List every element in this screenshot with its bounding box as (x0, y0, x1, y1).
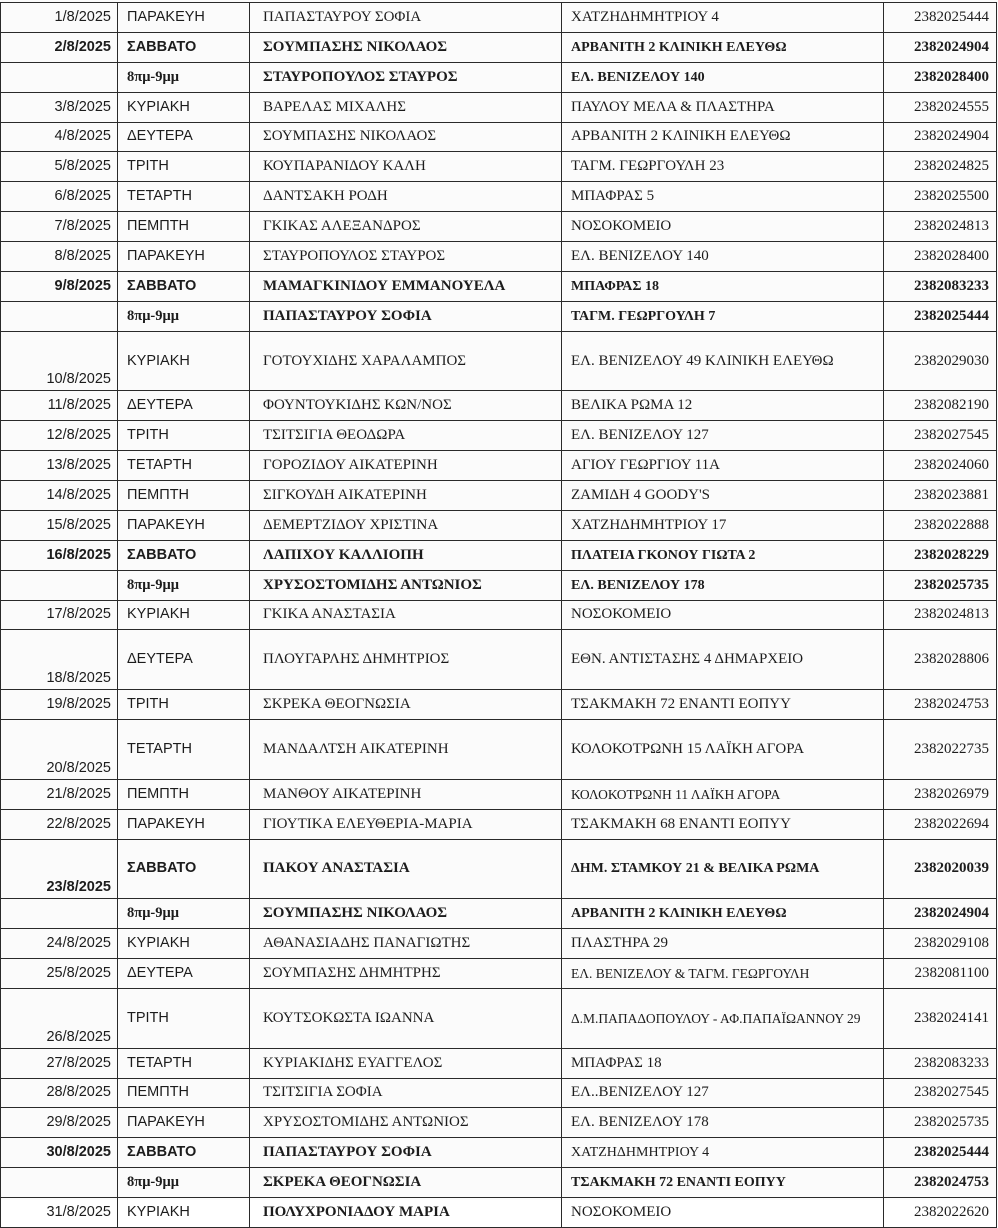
pharmacy-duty-table (0, 2, 997, 1228)
day-cell: ΚΥΡΙΑΚΗ (118, 331, 250, 391)
day-cell: ΠΕΜΠΤΗ (118, 212, 250, 242)
date-cell: 3/8/2025 (1, 92, 118, 122)
phone-cell: 2382083233 (884, 271, 997, 301)
pharmacist-name-cell: ΔΕΜΕΡΤΖΙΔΟΥ ΧΡΙΣΤΙΝΑ (250, 510, 562, 540)
address-cell: ΝΟΣΟΚΟΜΕΙΟ (562, 600, 884, 630)
phone-cell: 2382028400 (884, 242, 997, 272)
date-cell: 29/8/2025 (1, 1108, 118, 1138)
table-row (1, 92, 997, 122)
table-row (1, 570, 997, 600)
address-cell: ΠΛΑΣΤΗΡΑ 29 (562, 929, 884, 959)
pharmacist-name-cell: ΓΟΡΟΖΙΔΟΥ ΑΙΚΑΤΕΡΙΝΗ (250, 451, 562, 481)
day-cell: 8πμ-9μμ (118, 570, 250, 600)
phone-cell: 2382022888 (884, 510, 997, 540)
address-cell: ΕΛ. ΒΕΝΙΖΕΛΟΥ 127 (562, 421, 884, 451)
table-row (1, 630, 997, 690)
table-row (1, 1138, 997, 1168)
address-cell: ΤΑΓΜ. ΓΕΩΡΓΟΥΛΗ 23 (562, 152, 884, 182)
table-row (1, 271, 997, 301)
table-row (1, 899, 997, 929)
pharmacist-name-cell: ΓΙΟΥΤΙΚΑ ΕΛΕΥΘΕΡΙΑ-ΜΑΡΙΑ (250, 809, 562, 839)
pharmacist-name-cell: ΒΑΡΕΛΑΣ ΜΙΧΑΛΗΣ (250, 92, 562, 122)
date-cell: 9/8/2025 (1, 271, 118, 301)
table-row (1, 959, 997, 989)
phone-cell: 2382022694 (884, 809, 997, 839)
pharmacist-name-cell: ΣΟΥΜΠΑΣΗΣ ΝΙΚΟΛΑΟΣ (250, 32, 562, 62)
day-cell: 8πμ-9μμ (118, 899, 250, 929)
date-cell: 18/8/2025 (1, 630, 118, 690)
address-cell: ΧΑΤΖΗΔΗΜΗΤΡΙΟΥ 4 (562, 1138, 884, 1168)
day-cell: ΤΕΤΑΡΤΗ (118, 182, 250, 212)
phone-cell: 2382024555 (884, 92, 997, 122)
address-cell: ΕΛ. ΒΕΝΙΖΕΛΟΥ 178 (562, 570, 884, 600)
pharmacist-name-cell: ΓΚΙΚΑΣ ΑΛΕΞΑΝΔΡΟΣ (250, 212, 562, 242)
table-row (1, 212, 997, 242)
table-row (1, 720, 997, 780)
pharmacist-name-cell: ΚΟΥΤΣΟΚΩΣΤΑ ΙΩΑΝΝΑ (250, 988, 562, 1048)
day-cell: ΚΥΡΙΑΚΗ (118, 92, 250, 122)
pharmacist-name-cell: ΤΣΙΤΣΙΓΙΑ ΣΟΦΙΑ (250, 1078, 562, 1108)
date-cell: 25/8/2025 (1, 959, 118, 989)
table-row (1, 451, 997, 481)
address-cell: ΑΡΒΑΝΙΤΗ 2 ΚΛΙΝΙΚΗ ΕΛΕΥΘΩ (562, 32, 884, 62)
address-cell: ΜΠΑΦΡΑΣ 18 (562, 271, 884, 301)
phone-cell: 2382028806 (884, 630, 997, 690)
pharmacist-name-cell: ΠΑΠΑΣΤΑΥΡΟΥ ΣΟΦΙΑ (250, 1138, 562, 1168)
pharmacist-name-cell: ΚΟΥΠΑΡΑΝΙΔΟΥ ΚΑΛΗ (250, 152, 562, 182)
pharmacist-name-cell: ΠΑΠΑΣΤΑΥΡΟΥ ΣΟΦΙΑ (250, 301, 562, 331)
table-row (1, 32, 997, 62)
table-row (1, 1078, 997, 1108)
address-cell: ΤΑΓΜ. ΓΕΩΡΓΟΥΛΗ 7 (562, 301, 884, 331)
day-cell: ΠΑΡΑΚΕΥΗ (118, 1108, 250, 1138)
day-cell: ΣΑΒΒΑΤΟ (118, 32, 250, 62)
date-cell: 22/8/2025 (1, 809, 118, 839)
date-cell: 28/8/2025 (1, 1078, 118, 1108)
pharmacist-name-cell: ΑΘΑΝΑΣΙΑΔΗΣ ΠΑΝΑΓΙΩΤΗΣ (250, 929, 562, 959)
day-cell: ΤΕΤΑΡΤΗ (118, 451, 250, 481)
phone-cell: 2382027545 (884, 1078, 997, 1108)
address-cell: ΜΠΑΦΡΑΣ 18 (562, 1048, 884, 1078)
address-cell: ΕΛ..ΒΕΝΙΖΕΛΟΥ 127 (562, 1078, 884, 1108)
address-cell: ΕΛ. ΒΕΝΙΖΕΛΟΥ 140 (562, 242, 884, 272)
address-cell: ΚΟΛΟΚΟΤΡΩΝΗ 15 ΛΑΪΚΗ ΑΓΟΡΑ (562, 720, 884, 780)
address-cell: ΠΛΑΤΕΙΑ ΓΚΟΝΟΥ ΓΙΩΤΑ 2 (562, 540, 884, 570)
address-cell: ΕΛ. ΒΕΝΙΖΕΛΟΥ 49 ΚΛΙΝΙΚΗ ΕΛΕΥΘΩ (562, 331, 884, 391)
address-cell: ΕΛ. ΒΕΝΙΖΕΛΟΥ 178 (562, 1108, 884, 1138)
date-cell: 11/8/2025 (1, 391, 118, 421)
pharmacist-name-cell: ΜΑΜΑΓΚΙΝΙΔΟΥ ΕΜΜΑΝΟΥΕΛΑ (250, 271, 562, 301)
phone-cell: 2382024060 (884, 451, 997, 481)
day-cell: ΣΑΒΒΑΤΟ (118, 271, 250, 301)
phone-cell: 2382081100 (884, 959, 997, 989)
pharmacist-name-cell: ΣΚΡΕΚΑ ΘΕΟΓΝΩΣΙΑ (250, 1168, 562, 1198)
day-cell: ΚΥΡΙΑΚΗ (118, 929, 250, 959)
table-row (1, 690, 997, 720)
date-cell: 24/8/2025 (1, 929, 118, 959)
pharmacist-name-cell: ΚΥΡΙΑΚΙΔΗΣ ΕΥΑΓΓΕΛΟΣ (250, 1048, 562, 1078)
date-cell: 19/8/2025 (1, 690, 118, 720)
pharmacist-name-cell: ΓΚΙΚΑ ΑΝΑΣΤΑΣΙΑ (250, 600, 562, 630)
phone-cell: 2382025735 (884, 570, 997, 600)
phone-cell: 2382024904 (884, 32, 997, 62)
address-cell: ΕΛ. ΒΕΝΙΖΕΛΟΥ & ΤΑΓΜ. ΓΕΩΡΓΟΥΛΗ (562, 959, 884, 989)
address-cell: ΕΛ. ΒΕΝΙΖΕΛΟΥ 140 (562, 62, 884, 92)
table-body (1, 3, 997, 1228)
phone-cell: 2382024904 (884, 899, 997, 929)
phone-cell: 2382024753 (884, 1168, 997, 1198)
phone-cell: 2382027545 (884, 421, 997, 451)
day-cell: 8πμ-9μμ (118, 1168, 250, 1198)
address-cell: ΒΕΛΙΚΑ ΡΩΜΑ 12 (562, 391, 884, 421)
day-cell: ΚΥΡΙΑΚΗ (118, 600, 250, 630)
pharmacist-name-cell: ΤΣΙΤΣΙΓΙΑ ΘΕΟΔΩΡΑ (250, 421, 562, 451)
address-cell: ΜΠΑΦΡΑΣ 5 (562, 182, 884, 212)
date-cell (1, 570, 118, 600)
phone-cell: 2382025444 (884, 1138, 997, 1168)
address-cell: ΚΟΛΟΚΟΤΡΩΝΗ 11 ΛΑΪΚΗ ΑΓΟΡΑ (562, 779, 884, 809)
day-cell: ΤΡΙΤΗ (118, 690, 250, 720)
table-row (1, 62, 997, 92)
phone-cell: 2382024753 (884, 690, 997, 720)
date-cell: 8/8/2025 (1, 242, 118, 272)
phone-cell: 2382025735 (884, 1108, 997, 1138)
table-row (1, 540, 997, 570)
phone-cell: 2382025444 (884, 3, 997, 33)
table-row (1, 3, 997, 33)
day-cell: ΔΕΥΤΕΡΑ (118, 122, 250, 152)
day-cell: ΣΑΒΒΑΤΟ (118, 839, 250, 899)
address-cell: ΑΡΒΑΝΙΤΗ 2 ΚΛΙΝΙΚΗ ΕΛΕΥΘΩ (562, 122, 884, 152)
day-cell: ΠΕΜΠΤΗ (118, 1078, 250, 1108)
date-cell: 26/8/2025 (1, 988, 118, 1048)
day-cell: ΠΑΡΑΚΕΥΗ (118, 510, 250, 540)
table-row (1, 421, 997, 451)
table-row (1, 929, 997, 959)
date-cell: 31/8/2025 (1, 1198, 118, 1228)
date-cell: 2/8/2025 (1, 32, 118, 62)
day-cell: ΠΑΡΑΚΕΥΗ (118, 3, 250, 33)
day-cell: ΔΕΥΤΕΡΑ (118, 959, 250, 989)
date-cell: 5/8/2025 (1, 152, 118, 182)
date-cell: 27/8/2025 (1, 1048, 118, 1078)
phone-cell: 2382026979 (884, 779, 997, 809)
date-cell: 30/8/2025 (1, 1138, 118, 1168)
day-cell: ΠΕΜΠΤΗ (118, 481, 250, 511)
table-row (1, 1168, 997, 1198)
pharmacist-name-cell: ΣΤΑΥΡΟΠΟΥΛΟΣ ΣΤΑΥΡΟΣ (250, 62, 562, 92)
pharmacist-name-cell: ΣΚΡΕΚΑ ΘΕΟΓΝΩΣΙΑ (250, 690, 562, 720)
pharmacist-name-cell: ΧΡΥΣΟΣΤΟΜΙΔΗΣ ΑΝΤΩΝΙΟΣ (250, 570, 562, 600)
date-cell: 17/8/2025 (1, 600, 118, 630)
phone-cell: 2382024825 (884, 152, 997, 182)
address-cell: ΠΑΥΛΟΥ ΜΕΛΑ & ΠΛΑΣΤΗΡΑ (562, 92, 884, 122)
address-cell: ΧΑΤΖΗΔΗΜΗΤΡΙΟΥ 4 (562, 3, 884, 33)
address-cell: ΤΣΑΚΜΑΚΗ 72 ΕΝΑΝΤΙ ΕΟΠΥΥ (562, 690, 884, 720)
pharmacist-name-cell: ΠΟΛΥΧΡΟΝΙΑΔΟΥ ΜΑΡΙΑ (250, 1198, 562, 1228)
date-cell: 10/8/2025 (1, 331, 118, 391)
day-cell: ΠΕΜΠΤΗ (118, 779, 250, 809)
day-cell: ΔΕΥΤΕΡΑ (118, 630, 250, 690)
day-cell: 8πμ-9μμ (118, 301, 250, 331)
pharmacist-name-cell: ΓΟΤΟΥΧΙΔΗΣ ΧΑΡΑΛΑΜΠΟΣ (250, 331, 562, 391)
address-cell: Δ.Μ.ΠΑΠΑΔΟΠΟΥΛΟΥ - ΑΦ.ΠΑΠΑΪΩΑΝΝΟΥ 29 (562, 988, 884, 1048)
date-cell (1, 899, 118, 929)
address-cell: ΝΟΣΟΚΟΜΕΙΟ (562, 212, 884, 242)
address-cell: ΑΡΒΑΝΙΤΗ 2 ΚΛΙΝΙΚΗ ΕΛΕΥΘΩ (562, 899, 884, 929)
phone-cell: 2382024141 (884, 988, 997, 1048)
day-cell: ΚΥΡΙΑΚΗ (118, 1198, 250, 1228)
day-cell: ΣΑΒΒΑΤΟ (118, 1138, 250, 1168)
day-cell: ΔΕΥΤΕΡΑ (118, 391, 250, 421)
date-cell: 7/8/2025 (1, 212, 118, 242)
date-cell: 6/8/2025 (1, 182, 118, 212)
phone-cell: 2382025500 (884, 182, 997, 212)
phone-cell: 2382023881 (884, 481, 997, 511)
day-cell: ΤΡΙΤΗ (118, 421, 250, 451)
phone-cell: 2382024813 (884, 600, 997, 630)
table-row (1, 988, 997, 1048)
table-row (1, 510, 997, 540)
address-cell: ΖΑΜΙΔΗ 4 GOODY'S (562, 481, 884, 511)
pharmacist-name-cell: ΠΑΚΟΥ ΑΝΑΣΤΑΣΙΑ (250, 839, 562, 899)
pharmacist-name-cell: ΣΟΥΜΠΑΣΗΣ ΔΗΜΗΤΡΗΣ (250, 959, 562, 989)
pharmacist-name-cell: ΔΑΝΤΣΑΚΗ ΡΟΔΗ (250, 182, 562, 212)
address-cell: ΤΣΑΚΜΑΚΗ 68 ΕΝΑΝΤΙ ΕΟΠΥΥ (562, 809, 884, 839)
address-cell: ΕΘΝ. ΑΝΤΙΣΤΑΣΗΣ 4 ΔΗΜΑΡΧΕΙΟ (562, 630, 884, 690)
day-cell: ΣΑΒΒΑΤΟ (118, 540, 250, 570)
table-row (1, 839, 997, 899)
address-cell: ΧΑΤΖΗΔΗΜΗΤΡΙΟΥ 17 (562, 510, 884, 540)
date-cell: 14/8/2025 (1, 481, 118, 511)
address-cell: ΔΗΜ. ΣΤΑΜΚΟΥ 21 & ΒΕΛΙΚΑ ΡΩΜΑ (562, 839, 884, 899)
phone-cell: 2382020039 (884, 839, 997, 899)
day-cell: ΤΡΙΤΗ (118, 988, 250, 1048)
phone-cell: 2382029108 (884, 929, 997, 959)
address-cell: ΑΓΙΟΥ ΓΕΩΡΓΙΟΥ 11Α (562, 451, 884, 481)
pharmacist-name-cell: ΧΡΥΣΟΣΤΟΜΙΔΗΣ ΑΝΤΩΝΙΟΣ (250, 1108, 562, 1138)
phone-cell: 2382083233 (884, 1048, 997, 1078)
table-row (1, 391, 997, 421)
day-cell: 8πμ-9μμ (118, 62, 250, 92)
pharmacist-name-cell: ΦΟΥΝΤΟΥΚΙΔΗΣ ΚΩΝ/ΝΟΣ (250, 391, 562, 421)
date-cell: 15/8/2025 (1, 510, 118, 540)
phone-cell: 2382022735 (884, 720, 997, 780)
address-cell: ΤΣΑΚΜΑΚΗ 72 ΕΝΑΝΤΙ ΕΟΠΥΥ (562, 1168, 884, 1198)
phone-cell: 2382028229 (884, 540, 997, 570)
pharmacist-name-cell: ΜΑΝΔΑΛΤΣΗ ΑΙΚΑΤΕΡΙΝΗ (250, 720, 562, 780)
table-row (1, 122, 997, 152)
pharmacist-name-cell: ΛΑΠΙΧΟΥ ΚΑΛΛΙΟΠΗ (250, 540, 562, 570)
pharmacist-name-cell: ΣΤΑΥΡΟΠΟΥΛΟΣ ΣΤΑΥΡΟΣ (250, 242, 562, 272)
phone-cell: 2382025444 (884, 301, 997, 331)
phone-cell: 2382082190 (884, 391, 997, 421)
day-cell: ΠΑΡΑΚΕΥΗ (118, 809, 250, 839)
phone-cell: 2382028400 (884, 62, 997, 92)
table-row (1, 182, 997, 212)
date-cell: 12/8/2025 (1, 421, 118, 451)
pharmacist-name-cell: ΠΑΠΑΣΤΑΥΡΟΥ ΣΟΦΙΑ (250, 3, 562, 33)
date-cell: 1/8/2025 (1, 3, 118, 33)
table-row (1, 600, 997, 630)
phone-cell: 2382022620 (884, 1198, 997, 1228)
pharmacist-name-cell: ΣΙΓΚΟΥΔΗ ΑΙΚΑΤΕΡΙΝΗ (250, 481, 562, 511)
table-row (1, 1108, 997, 1138)
table-row (1, 779, 997, 809)
date-cell: 13/8/2025 (1, 451, 118, 481)
table-row (1, 242, 997, 272)
date-cell (1, 301, 118, 331)
date-cell (1, 62, 118, 92)
phone-cell: 2382024813 (884, 212, 997, 242)
table-row (1, 331, 997, 391)
pharmacist-name-cell: ΣΟΥΜΠΑΣΗΣ ΝΙΚΟΛΑΟΣ (250, 899, 562, 929)
day-cell: ΤΕΤΑΡΤΗ (118, 720, 250, 780)
table-row (1, 1048, 997, 1078)
address-cell: ΝΟΣΟΚΟΜΕΙΟ (562, 1198, 884, 1228)
table-row (1, 1198, 997, 1228)
day-cell: ΤΡΙΤΗ (118, 152, 250, 182)
date-cell: 20/8/2025 (1, 720, 118, 780)
table-row (1, 301, 997, 331)
phone-cell: 2382024904 (884, 122, 997, 152)
pharmacist-name-cell: ΠΛΟΥΓΑΡΛΗΣ ΔΗΜΗΤΡΙΟΣ (250, 630, 562, 690)
table-row (1, 809, 997, 839)
date-cell (1, 1168, 118, 1198)
day-cell: ΠΑΡΑΚΕΥΗ (118, 242, 250, 272)
date-cell: 4/8/2025 (1, 122, 118, 152)
phone-cell: 2382029030 (884, 331, 997, 391)
date-cell: 23/8/2025 (1, 839, 118, 899)
date-cell: 16/8/2025 (1, 540, 118, 570)
pharmacist-name-cell: ΣΟΥΜΠΑΣΗΣ ΝΙΚΟΛΑΟΣ (250, 122, 562, 152)
table-row (1, 152, 997, 182)
date-cell: 21/8/2025 (1, 779, 118, 809)
day-cell: ΤΕΤΑΡΤΗ (118, 1048, 250, 1078)
pharmacist-name-cell: ΜΑΝΘΟΥ ΑΙΚΑΤΕΡΙΝΗ (250, 779, 562, 809)
table-row (1, 481, 997, 511)
